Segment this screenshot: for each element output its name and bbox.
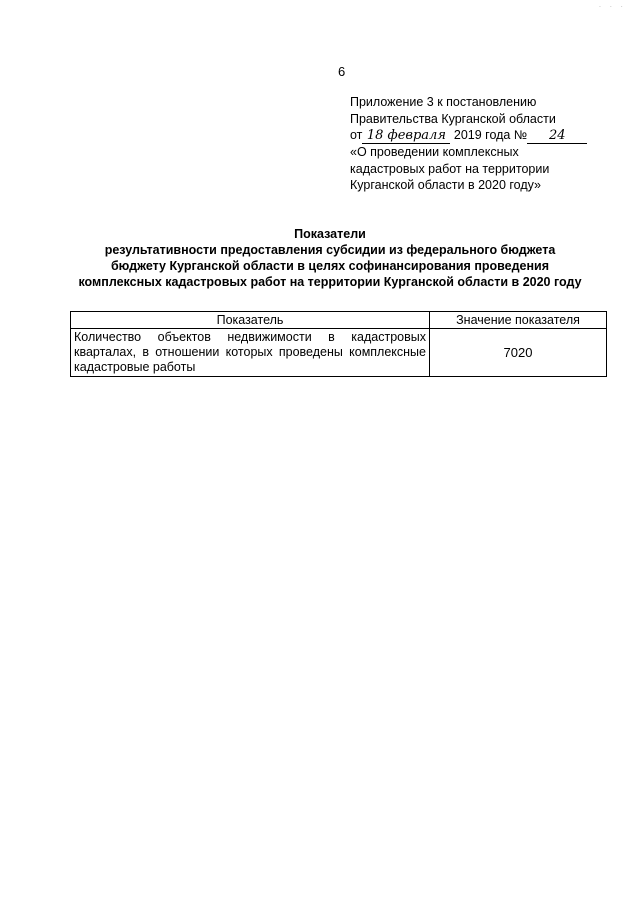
header-value: Значение показателя: [430, 312, 607, 329]
appendix-subject-line-2: кадастровых работ на территории: [350, 161, 550, 176]
handwritten-number: 24: [527, 129, 587, 144]
appendix-subject-line-1: «О проведении комплексных: [350, 145, 519, 159]
header-indicator: Показатель: [71, 312, 430, 329]
appendix-line-1: Приложение 3 к постановлению: [350, 95, 537, 109]
document-title: [60, 226, 600, 290]
handwritten-date: 18 февраля: [362, 129, 450, 144]
appendix-date-line: [350, 127, 620, 144]
year-text: 2019 года №: [453, 128, 528, 142]
title-line-4: комплексных кадастровых работ на территории Курганской области в 2020 году: [78, 275, 582, 289]
title-line-2: результативности предоставления субсидии из федерального бюджета: [104, 243, 556, 257]
appendix-header: [350, 94, 620, 194]
title-line-1: Показатели: [294, 227, 366, 241]
indicator-value-cell: 7020: [430, 329, 607, 377]
table-header-row: [71, 312, 607, 329]
indicator-name-cell: Количество объектов недвижимости в кадастровых кварталах, в отношении которых проведены комплексные кадастровые работы: [71, 329, 430, 377]
appendix-subject-line-3: Курганской области в 2020 году»: [350, 178, 541, 192]
title-line-3: бюджету Курганской области в целях софинансирования проведения: [110, 259, 550, 273]
indicators-table: [70, 311, 607, 377]
table-row: [71, 329, 607, 377]
appendix-line-2: Правительства Курганской области: [350, 111, 556, 126]
page-number: 6: [338, 64, 346, 79]
date-prefix: от: [350, 128, 363, 142]
scan-artifact-dots: · · ·: [598, 2, 626, 11]
